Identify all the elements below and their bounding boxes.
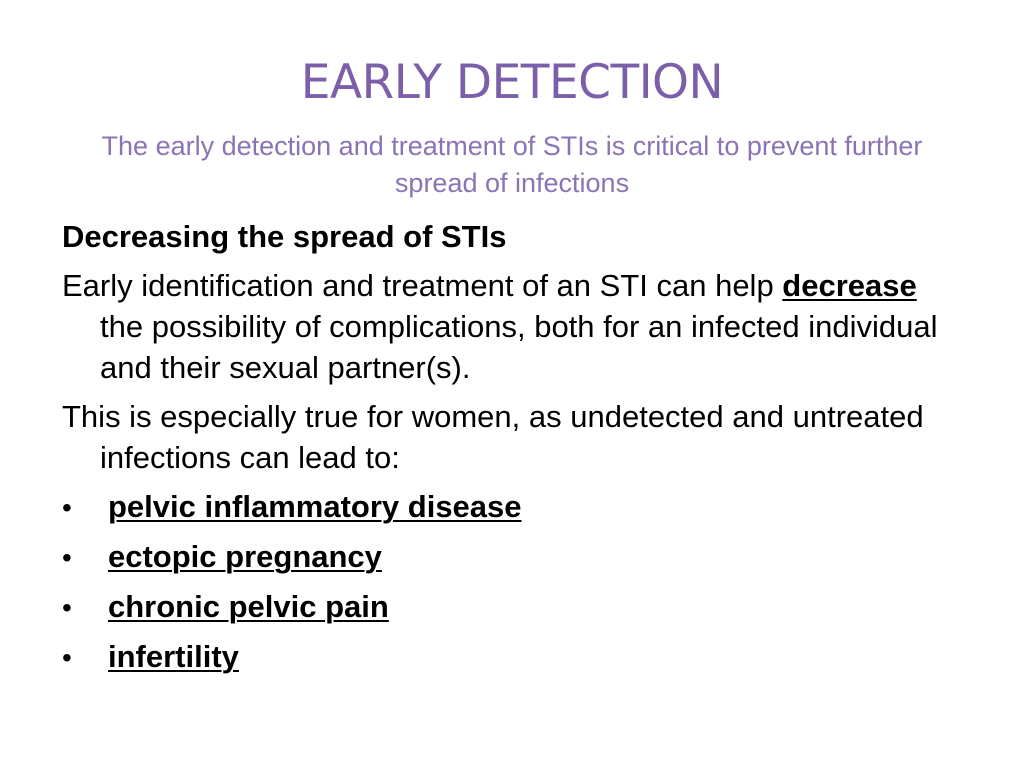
slide-subtitle: The early detection and treatment of STIs is critical to prevent further spread of infections	[101, 131, 923, 198]
emphasized-word-decrease: decrease	[782, 268, 917, 303]
list-item-text: pelvic inflammatory disease	[108, 489, 522, 524]
list-item-text: infertility	[108, 639, 239, 674]
list-item-text: ectopic pregnancy	[108, 539, 382, 574]
bullet-icon: •	[62, 592, 72, 623]
paragraph-women: This is especially true for women, as undetected and untreated infections can lead to:	[62, 399, 924, 475]
bullet-icon: •	[62, 542, 72, 573]
list-item	[62, 486, 962, 528]
list-item-text: chronic pelvic pain	[108, 589, 389, 624]
bullet-icon: •	[62, 642, 72, 673]
paragraph-text-after: the possibility of complications, both for an infected individual and their sexual partner(s).	[100, 309, 938, 385]
list-item	[62, 586, 962, 628]
bullet-icon: •	[62, 492, 72, 523]
slide-body	[62, 216, 962, 686]
list-item	[62, 536, 962, 578]
list-item	[62, 636, 962, 678]
complications-list	[62, 486, 962, 678]
paragraph-text-before: Early identification and treatment of an STI can help	[62, 268, 783, 303]
slide-title: EARLY DETECTION	[300, 55, 724, 110]
paragraph-early-identification	[62, 265, 962, 388]
section-heading: Decreasing the spread of STIs	[62, 219, 507, 254]
